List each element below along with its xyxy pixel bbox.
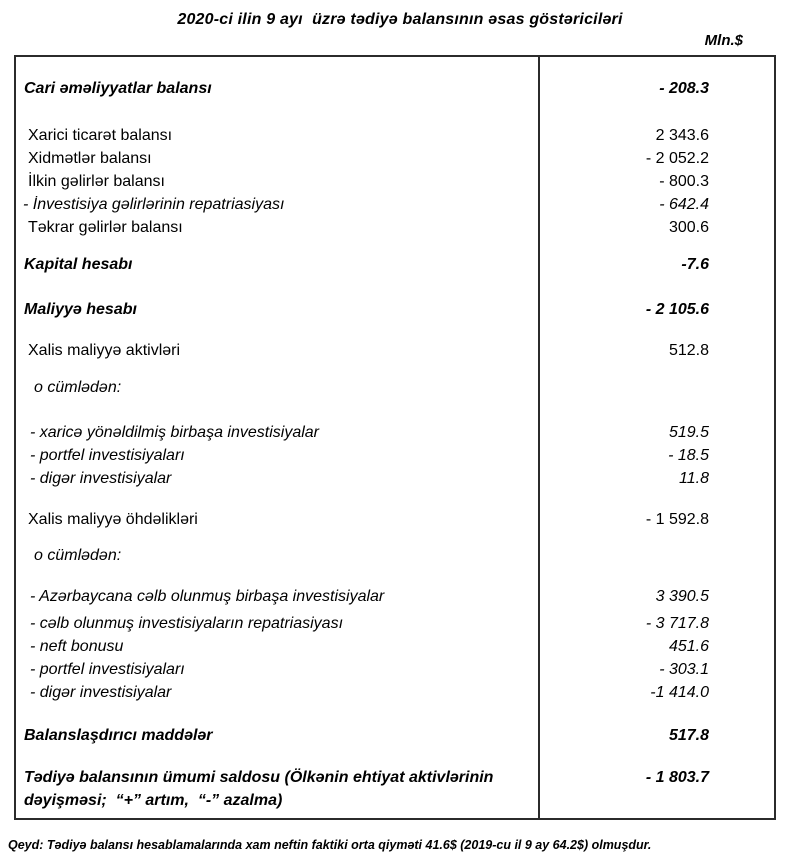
row-value: - 208.3 — [659, 80, 709, 97]
row-label: - portfel investisiyaları — [30, 661, 185, 678]
row-label: Tədiyə balansının ümumi saldosu (Ölkənin ehtiyat aktivlərinin dəyişməsi; “+” artım, “-” azalma) — [24, 769, 498, 809]
row-label: o cümlədən: — [34, 379, 122, 396]
row-value: 451.6 — [668, 638, 709, 655]
footnote: Qeyd: Tədiyə balansı hesablamalarında xam neftin faktiki orta qiyməti 41.6$ (2019-cu il 9 ay 64.2$) olmuşdur. — [8, 838, 652, 852]
row-label: Balanslaşdırıcı maddələr — [24, 727, 213, 744]
table-row — [16, 724, 774, 747]
table-row — [16, 77, 774, 100]
row-value: 300.6 — [668, 219, 709, 236]
row-value: 2 343.6 — [655, 127, 709, 144]
table-row — [16, 193, 774, 216]
row-value: 519.5 — [668, 424, 709, 441]
table-row — [16, 612, 774, 635]
row-label: Cari əməliyyatlar balansı — [24, 80, 212, 97]
table-row — [16, 421, 774, 444]
row-value: - 303.1 — [659, 661, 709, 678]
table-row — [16, 467, 774, 490]
row-label: - Azərbaycana cəlb olunmuş birbaşa investisiyalar — [30, 588, 385, 605]
table-row — [16, 585, 774, 608]
row-value: - 800.3 — [659, 173, 709, 190]
row-label: - xaricə yönəldilmiş birbaşa investisiyalar — [30, 424, 319, 441]
row-label: Maliyyə hesabı — [24, 301, 137, 318]
row-label: Xarici ticarət balansı — [28, 127, 173, 144]
row-label: - digər investisiyalar — [30, 684, 172, 701]
row-value: - 642.4 — [659, 196, 709, 213]
table-row — [16, 376, 774, 399]
row-value: - 18.5 — [668, 447, 709, 464]
table-row — [16, 170, 774, 193]
table-row — [16, 216, 774, 239]
page-title: 2020-ci ilin 9 ayı üzrə tədiyə balansının əsas göstəriciləri — [177, 11, 623, 28]
table-row — [16, 339, 774, 362]
balance-of-payments-table — [14, 55, 776, 820]
row-value: 512.8 — [668, 342, 709, 359]
row-value: - 2 105.6 — [645, 301, 709, 318]
row-label: - neft bonusu — [30, 638, 124, 655]
table-row — [16, 124, 774, 147]
table-row — [16, 253, 774, 276]
row-label: İlkin gəlirlər balansı — [28, 173, 165, 190]
table-row — [16, 658, 774, 681]
table-row — [16, 544, 774, 567]
row-value: - 1 592.8 — [645, 511, 709, 528]
table-row — [16, 444, 774, 467]
table-row — [16, 681, 774, 704]
row-label: - digər investisiyalar — [30, 470, 172, 487]
row-value: 11.8 — [679, 470, 709, 487]
row-label: Təkrar gəlirlər balansı — [28, 219, 183, 236]
table-row — [16, 766, 774, 812]
table-row — [16, 508, 774, 531]
row-value: - 3 717.8 — [645, 615, 709, 632]
row-value: -1 414.0 — [650, 684, 709, 701]
row-label: - İnvestisiya gəlirlərinin repatriasiyası — [23, 196, 285, 213]
row-value: 517.8 — [668, 727, 709, 744]
column-divider — [538, 57, 540, 818]
row-value: 3 390.5 — [655, 588, 709, 605]
row-label: Kapital hesabı — [24, 256, 133, 273]
row-label: - portfel investisiyaları — [30, 447, 185, 464]
row-value: -7.6 — [681, 256, 709, 273]
unit-label: Mln.$ — [704, 32, 743, 49]
table-row — [16, 147, 774, 170]
row-label: o cümlədən: — [34, 547, 122, 564]
row-value: - 1 803.7 — [645, 769, 709, 786]
row-label: Xalis maliyyə aktivləri — [28, 342, 181, 359]
row-label: - cəlb olunmuş investisiyaların repatriasiyası — [30, 615, 344, 632]
row-label: Xidmətlər balansı — [28, 150, 152, 167]
table-row — [16, 298, 774, 321]
row-label: Xalis maliyyə öhdəlikləri — [28, 511, 198, 528]
row-value: - 2 052.2 — [645, 150, 709, 167]
table-row — [16, 635, 774, 658]
